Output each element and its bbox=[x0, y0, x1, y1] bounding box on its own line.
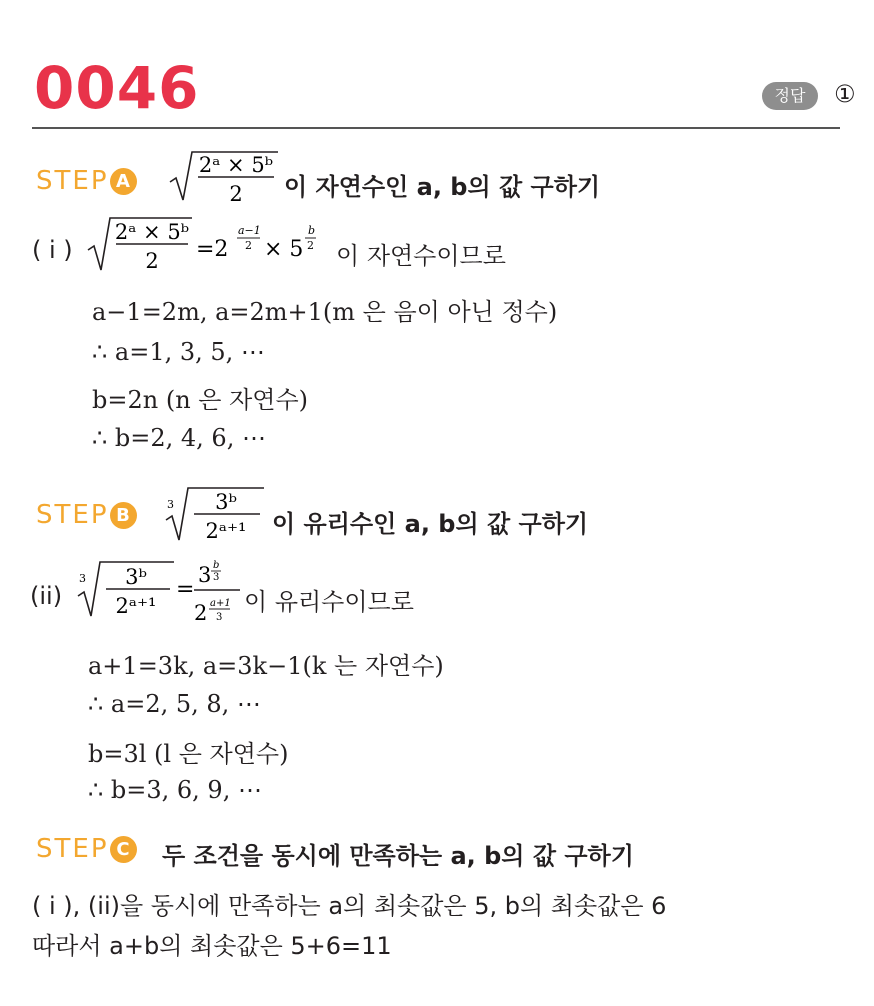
step-c-circle: C bbox=[110, 836, 137, 863]
case-i-tail: 이 자연수이므로 bbox=[336, 242, 506, 270]
answer-value: ① bbox=[834, 80, 856, 108]
svg-text:3: 3 bbox=[213, 572, 220, 583]
svg-text:3: 3 bbox=[167, 498, 174, 511]
case-i-rad-num: 2ᵃ × 5ᵇ bbox=[114, 220, 190, 244]
step-word: STEP bbox=[36, 500, 109, 530]
step-b-rad-num: 3ᵇ bbox=[215, 490, 237, 514]
step-b-cube-root bbox=[164, 482, 268, 544]
header-divider bbox=[32, 127, 840, 129]
svg-text:=: = bbox=[176, 577, 195, 602]
step-b-label bbox=[36, 500, 137, 530]
conclusion-line-2: 따라서 a+b의 최솟값은 5+6=11 bbox=[32, 932, 392, 960]
step-b-line-3: b=3l (l 은 자연수) bbox=[88, 740, 289, 768]
step-a-rad-den: 2 bbox=[229, 182, 243, 206]
step-a-label bbox=[36, 166, 137, 196]
svg-text:b: b bbox=[213, 560, 220, 571]
step-a-line-3: b=2n (n 은 자연수) bbox=[92, 386, 309, 414]
step-a-title: 이 자연수인 a, b의 값 구하기 bbox=[284, 173, 601, 201]
case-ii-cube-root bbox=[76, 556, 176, 620]
case-ii-rad-den: 2ᵃ⁺¹ bbox=[115, 594, 157, 618]
step-word: STEP bbox=[36, 834, 109, 864]
svg-text:3: 3 bbox=[216, 612, 223, 623]
case-i-rad-den: 2 bbox=[145, 249, 159, 273]
svg-text:3: 3 bbox=[79, 572, 86, 585]
step-word: STEP bbox=[36, 166, 109, 196]
step-c-title: 두 조건을 동시에 만족하는 a, b의 값 구하기 bbox=[162, 842, 634, 870]
svg-text:2: 2 bbox=[194, 601, 208, 625]
svg-text:a−1: a−1 bbox=[238, 224, 261, 237]
problem-number: 0046 bbox=[34, 54, 200, 122]
svg-text:=2: =2 bbox=[196, 237, 229, 262]
svg-text:2: 2 bbox=[307, 239, 314, 252]
svg-text:2: 2 bbox=[245, 239, 252, 252]
step-c-label bbox=[36, 834, 137, 864]
case-ii-fraction bbox=[174, 558, 244, 630]
step-b-line-2: ∴ a=2, 5, 8, ⋯ bbox=[88, 690, 261, 718]
step-a-circle: A bbox=[110, 168, 137, 195]
step-a-line-1: a−1=2m, a=2m+1(m 은 음이 아닌 정수) bbox=[92, 298, 558, 326]
case-ii-tail: 이 유리수이므로 bbox=[244, 588, 414, 616]
svg-text:3: 3 bbox=[198, 563, 212, 587]
step-a-line-2: ∴ a=1, 3, 5, ⋯ bbox=[92, 338, 265, 366]
step-b-circle: B bbox=[110, 502, 137, 529]
step-b-line-1: a+1=3k, a=3k−1(k 는 자연수) bbox=[88, 652, 444, 680]
case-i-radical bbox=[86, 212, 194, 274]
svg-text:× 5: × 5 bbox=[264, 237, 304, 262]
step-a-rad-num: 2ᵃ × 5ᵇ bbox=[198, 153, 274, 177]
step-b-title: 이 유리수인 a, b의 값 구하기 bbox=[272, 510, 589, 538]
answer-badge: 정답 bbox=[762, 82, 818, 110]
step-b-line-4: ∴ b=3, 6, 9, ⋯ bbox=[88, 776, 262, 804]
conclusion-line-1: ( i ), (ii)을 동시에 만족하는 a의 최솟값은 5, b의 최솟값은 6 bbox=[32, 892, 667, 920]
case-ii-label: (ii) bbox=[30, 582, 63, 610]
step-a-line-4: ∴ b=2, 4, 6, ⋯ bbox=[92, 424, 266, 452]
step-b-rad-den: 2ᵃ⁺¹ bbox=[205, 519, 247, 543]
svg-text:b: b bbox=[308, 224, 316, 237]
step-a-radical bbox=[168, 148, 280, 206]
svg-text:a+1: a+1 bbox=[210, 598, 231, 609]
case-i-label: ( i ) bbox=[32, 236, 73, 264]
case-ii-rad-num: 3ᵇ bbox=[125, 565, 147, 589]
case-i-power-expression bbox=[194, 222, 340, 268]
